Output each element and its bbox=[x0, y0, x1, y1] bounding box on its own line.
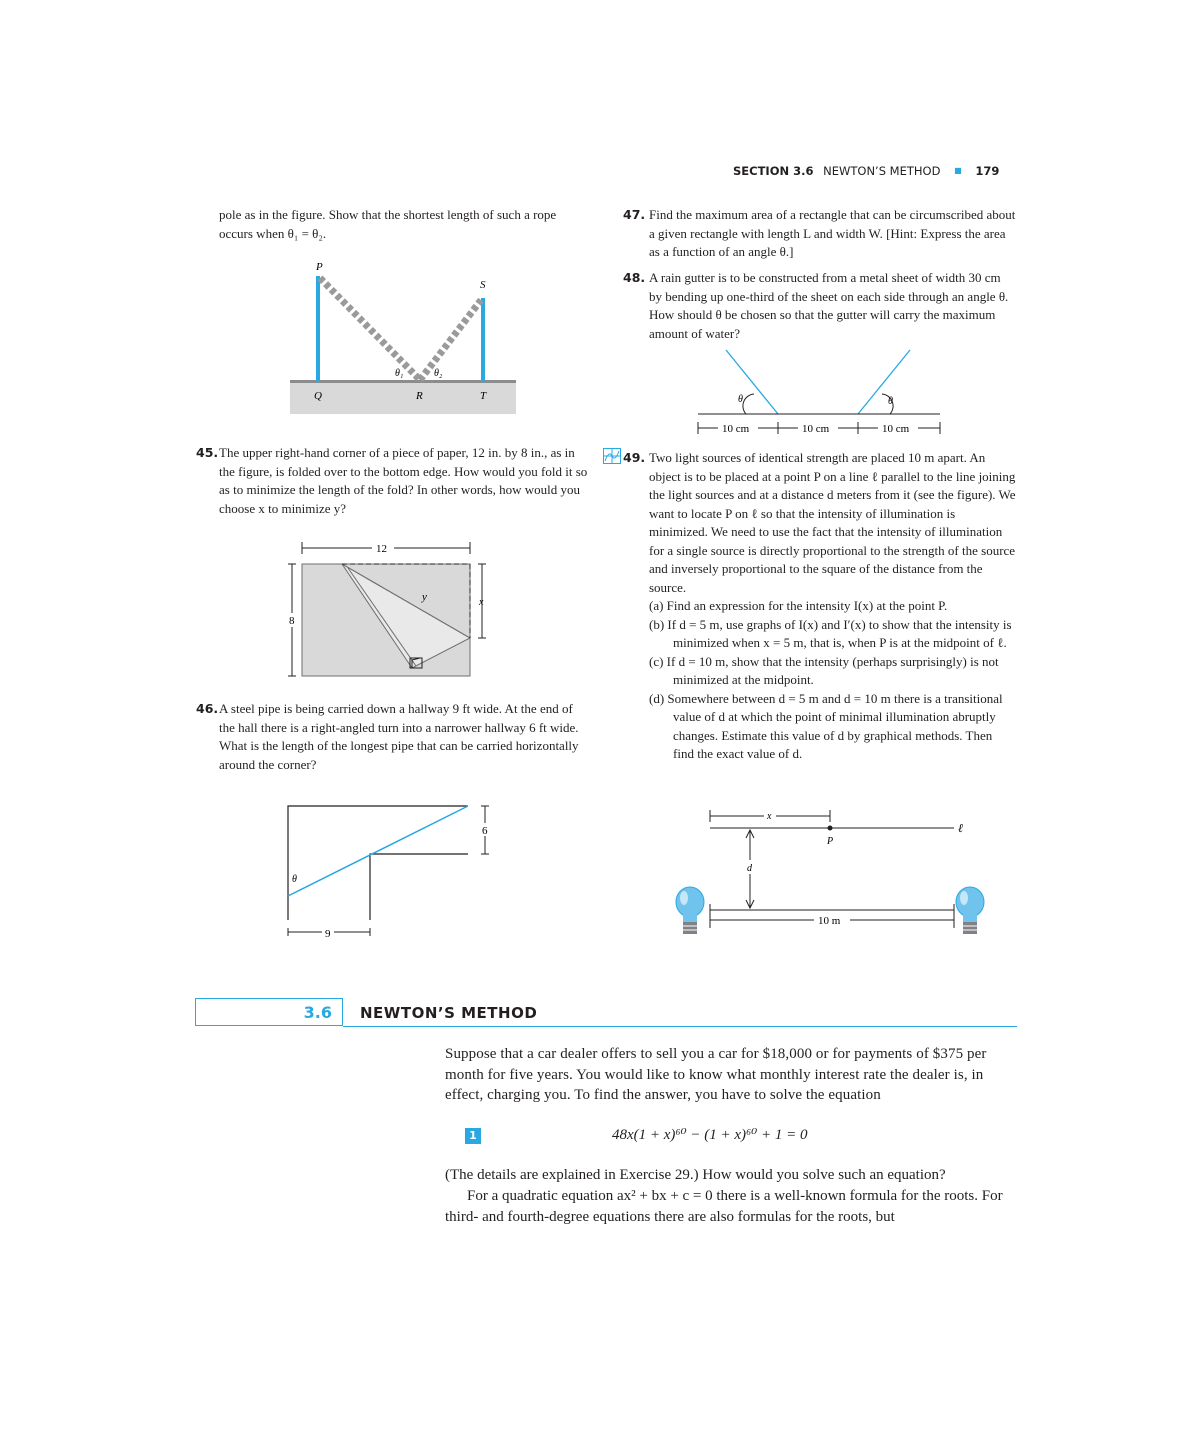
page-number: 179 bbox=[975, 164, 1000, 178]
exercise-49-part-c: (c) If d = 10 m, show that the intensity (perhaps surprisingly) is not minimized at the midpoint. bbox=[649, 653, 999, 687]
y-label: y bbox=[422, 591, 427, 603]
label-theta1: θ₁ bbox=[395, 368, 404, 379]
equation-tag: 1 bbox=[465, 1128, 481, 1144]
label-theta2: θ₂ bbox=[434, 368, 443, 379]
exercise-46-text: A steel pipe is being carried down a hallway 9 ft wide. At the end of the hall there is a right-angled turn into a narrower hallway 6 ft wide. What is the length of the longest pipe that can be carried horizontally around the corner? bbox=[219, 701, 579, 772]
intro-paragraph-1: Suppose that a car dealer offers to sell you a car for $18,000 or for payments of $375 per month for five years. You would like to know what monthly interest rate the dealer is, in effect, charging you. To find the answer, you have to solve the equation bbox=[445, 1046, 987, 1103]
label-q: Q bbox=[314, 390, 322, 402]
lightbulb-icon bbox=[956, 887, 984, 934]
rope-right bbox=[420, 300, 481, 380]
ten-m-label: 10 m bbox=[818, 915, 841, 927]
segment-1-label: 10 cm bbox=[722, 423, 750, 435]
width-label: 12 bbox=[376, 543, 387, 555]
l-label: ℓ bbox=[958, 821, 963, 835]
lightbulb-icon bbox=[676, 887, 704, 934]
graphing-calculator-icon bbox=[603, 448, 621, 464]
section-number: 3.6 bbox=[303, 1003, 332, 1022]
nine-label: 9 bbox=[325, 928, 331, 940]
header-bullet: ■ bbox=[954, 166, 962, 175]
figure-49-light-sources bbox=[670, 804, 990, 944]
exercise-number: 45. bbox=[196, 445, 219, 460]
running-header bbox=[733, 164, 999, 178]
exercise-number: 47. bbox=[623, 207, 646, 222]
equation-1: 48x(1 + x)⁶⁰ − (1 + x)⁶⁰ + 1 = 0 bbox=[612, 1127, 808, 1143]
height-label: 8 bbox=[289, 615, 295, 627]
exercise-48-text: A rain gutter is to be constructed from a metal sheet of width 30 cm by bending up one-third of the sheet on each side through an angle θ. How should θ be chosen so that the gutter will carry the maximum amount of water? bbox=[649, 270, 1009, 341]
section-number-box bbox=[195, 998, 343, 1026]
header-section: SECTION 3.6 bbox=[733, 164, 814, 178]
label-r: R bbox=[416, 390, 423, 402]
exercise-number: 49. bbox=[623, 450, 646, 465]
label-t: T bbox=[480, 390, 487, 402]
hallway-walls bbox=[288, 806, 468, 920]
gutter-left-side bbox=[726, 350, 778, 414]
intro-paragraph-3: For a quadratic equation ax² + bx + c = 0 there is a well-known formula for the roots. For third- and fourth-degree equations there are also formulas for the roots, but bbox=[445, 1188, 1003, 1225]
pole-st bbox=[481, 298, 485, 381]
exercise-49-body bbox=[649, 449, 1016, 764]
gutter-right-side bbox=[858, 350, 910, 414]
x-label: x bbox=[479, 597, 484, 608]
pole-pq bbox=[316, 276, 320, 381]
figure-48-gutter bbox=[694, 346, 944, 438]
exercise-47-text: Find the maximum area of a rectangle that can be circumscribed about a given rectangle with length L and width W. [Hint: Express the area as a function of an angle θ.] bbox=[649, 207, 1016, 259]
p-label: P bbox=[827, 836, 834, 847]
x-label: x bbox=[767, 811, 772, 822]
exercise-49-intro: Two light sources of identical strength are placed 10 m apart. An object is to be placed at a point P on a line ℓ parallel to the line joining the light sources and at a distance d meters from it (see the figure). We want to locate P on ℓ so that the intensity of illumination is minimized. We need to use the fact that the intensity of illumination for a single source is directly proportional to the strength of the source and inversely proportional to the square of the distance from the source. bbox=[649, 450, 1016, 595]
figure-44-ropes bbox=[288, 258, 518, 418]
inner-corner bbox=[370, 854, 468, 920]
header-title: NEWTON’S METHOD bbox=[823, 164, 941, 178]
label-s: S bbox=[480, 279, 486, 291]
exercise-49-part-a: (a) Find an expression for the intensity I(x) at the point P. bbox=[649, 598, 948, 613]
exercise-number: 46. bbox=[196, 701, 219, 716]
intro-paragraph-2: (The details are explained in Exercise 29.) How would you solve such an equation? bbox=[445, 1167, 946, 1183]
section-rule bbox=[343, 1026, 1017, 1027]
theta-left: θ bbox=[738, 394, 743, 405]
section-title: NEWTON’S METHOD bbox=[360, 1004, 538, 1022]
theta-label: θ bbox=[292, 874, 297, 885]
figure-46-hallway bbox=[282, 800, 502, 945]
pipe bbox=[288, 806, 468, 896]
six-label: 6 bbox=[482, 825, 488, 837]
figure-45-paper-fold bbox=[282, 538, 502, 684]
rope-left bbox=[320, 278, 420, 380]
label-p: P bbox=[316, 261, 323, 273]
exercise-45-text: The upper right-hand corner of a piece of paper, 12 in. by 8 in., as in the figure, is folded over to the bottom edge. How would you fold it so as to minimize the length of the fold? In other words, how would you choose x to minimize y? bbox=[219, 445, 588, 516]
exercise-49-part-b: (b) If d = 5 m, use graphs of I(x) and I′(x) to show that the intensity is minimized when x = 5 m, that is, when P is at the midpoint of ℓ. bbox=[649, 616, 1012, 650]
exercise-44-continuation: pole as in the figure. Show that the shortest length of such a rope occurs when θ₁ = θ₂. bbox=[219, 207, 557, 241]
segment-2-label: 10 cm bbox=[802, 423, 830, 435]
exercise-49-part-d: (d) Somewhere between d = 5 m and d = 10 m there is a transitional value of d at which the point of minimal illumination abruptly changes. Estimate this value of d by graphical methods. Then find the exact value of d. bbox=[649, 690, 1003, 761]
exercise-number: 48. bbox=[623, 270, 646, 285]
point-p bbox=[828, 826, 833, 831]
d-label: d bbox=[747, 863, 752, 874]
segment-3-label: 10 cm bbox=[882, 423, 910, 435]
theta-right: θ bbox=[888, 396, 893, 407]
